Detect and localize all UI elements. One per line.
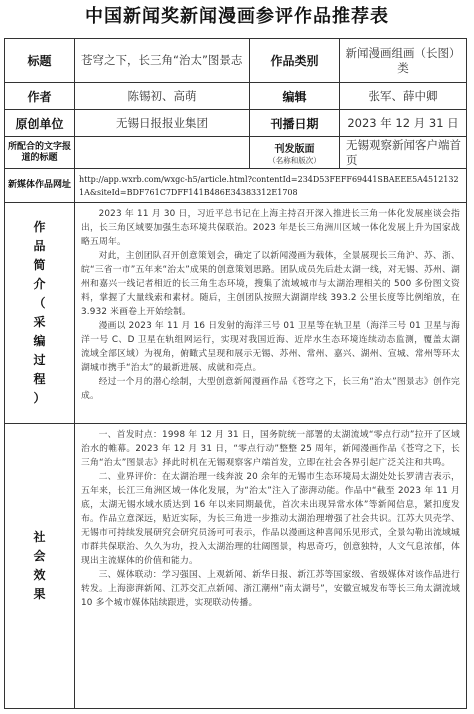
new-media-url-label: 新媒体作品网址: [5, 169, 75, 203]
author-label: 作者: [5, 83, 75, 110]
publish-page-label-text: 刊发版面: [274, 143, 315, 155]
intro-label-char: ）: [33, 391, 46, 405]
related-report-title-label: 所配合的文字报道的标题: [5, 137, 75, 169]
effect-label-char: 果: [33, 587, 46, 601]
original-unit-value: 无锡日报报业集团: [75, 110, 250, 137]
intro-label-char: 品: [33, 239, 46, 253]
intro-label-char: 作: [33, 220, 46, 234]
effect-paragraph: 二、业界评价：在太湖治理一线奔波 20 余年的无锡市生态环境局太湖处处长罗清吉表示，五年来，长江三角洲区域一体化发展，为“治太”注入了澎湃动能。作品中“截至 2023 年 11 月底，太湖无锡水域水质达到 16 年以来同期最优，首次未出现异常水体”等新闻信息，紧扣度发布。作品立意深远，贴近实际，为长三角进一步推动太湖治理增强了社会共识。江苏大贝壳学、无锡市可持续发展研究会研究员汤可可表示，作品以漫画这种喜闻乐见形式，全景勾勒出流域城市群共保联治、久久为功，投入太湖治理的壮阔图景，构思奇巧，创意独特，人文气息浓郁，体现出主流媒体的价值和能力。: [81, 472, 461, 566]
intro-label-char: 编: [33, 334, 46, 348]
publish-date-label: 刊播日期: [250, 110, 340, 137]
publish-page-note: （名称和版次）: [268, 155, 321, 165]
intro-label-char: 程: [33, 372, 46, 386]
effect-label-char: 社: [33, 530, 46, 544]
original-unit-label: 原创单位: [5, 110, 75, 137]
effect-label: [5, 424, 75, 709]
category-value: 新闻漫画组画（长图）类: [340, 39, 467, 83]
publish-date-value: 2023 年 12 月 31 日: [340, 110, 467, 137]
related-report-title-value: [75, 137, 250, 169]
effect-paragraph: 一、首发时点：1998 年 12 月 31 日，国务院统一部署的太湖流域“零点行动”拉开了区域治水的帷幕。2023 年 12 月 31 日，“零点行动”整整 25 周年，新闻漫画作品《苍穹之下，长三角“治太”图景志》择此时机在无锡观察客户端首发，立即在社会各界引起广泛关注和共鸣。: [81, 430, 461, 468]
effect-label-char: 会: [33, 549, 46, 563]
intro-content: [75, 203, 467, 424]
intro-label: [5, 203, 75, 424]
intro-paragraph: 漫画以 2023 年 11 月 16 日发射的海洋三号 01 卫星等在轨卫星（海洋三号 01 卫星与海洋一号 C、D 卫星在轨组网运行，实现对我国近海、近岸水生态环境连续动态监测，覆盖太湖流域全部区域）为视角，俯瞰式呈现和展示无锡、苏州、常州、嘉兴、湖州、宣城、常州等环太湖城市携手“治太”的最新进展、成就和亮点。: [81, 321, 461, 373]
category-label: 作品类别: [250, 39, 340, 83]
intro-label-char: 过: [33, 353, 46, 367]
intro-label-char: （: [33, 296, 46, 310]
publish-page-label: [250, 137, 340, 169]
effect-paragraph: 三、媒体联动：学习强国、上观新闻、新华日报、新江苏等国家级、省级媒体对该作品进行转发。上海澎湃新闻、江苏交汇点新闻、浙江潮州“南太湖号”，安徽宣城发布等长三角太湖流域 10 多个城市媒体陆续跟进，实现联动传播。: [81, 570, 461, 608]
effect-label-char: 效: [33, 568, 46, 582]
author-value: 陈锡初、高萌: [75, 83, 250, 110]
intro-paragraph: 经过一个月的潜心绘制，大型创意新闻漫画作品《苍穹之下，长三角“治太”图景志》创作完成。: [81, 377, 461, 401]
new-media-url[interactable]: http://app.wxrb.com/wxgc-h5/article.html?contentId=234D53FEFF69441SBAEEE5A45121321A&siteId=BDF761C7DFF141B486E34383312E1708: [75, 169, 467, 203]
intro-label-char: 采: [33, 315, 46, 329]
recommendation-form: [4, 38, 467, 709]
editor-value: 张军、薛中卿: [340, 83, 467, 110]
document-title: 中国新闻奖新闻漫画参评作品推荐表: [85, 6, 389, 27]
title-label: 标题: [5, 39, 75, 83]
intro-paragraph: 对此，主创团队召开创意策划会，确定了以新闻漫画为载体，全景展现长三角沪、苏、浙、皖“三省一市”五年来“治太”成果的创意策划思路。团队成员先后赴太湖一线，对无锡、苏州、湖州和嘉兴一线记者相近的长三角生态环境，搜集了流域城市与太湖治理相关的 500 多份图文资料，掌握了大量线索和素材。随后，主创团队按照大湖湖岸线 393.2 公里长度等比例缩放，在 3.932 米画卷上开始绘制。: [81, 251, 461, 317]
effect-content: [75, 424, 467, 709]
publish-page-value: 无锡观察新闻客户端首页: [340, 137, 467, 169]
editor-label: 编辑: [250, 83, 340, 110]
title-value: 苍穹之下，长三角“治太”图景志: [75, 39, 250, 83]
intro-label-char: 简: [33, 258, 46, 272]
intro-label-char: 介: [33, 277, 46, 291]
intro-paragraph: 2023 年 11 月 30 日，习近平总书记在上海主持召开深入推进长三角一体化发展座谈会指出，长三角区域要加强生态环境共保联治。2023 年是长三角洲川区域一体化发展上升为国家战略五周年。: [81, 209, 461, 247]
